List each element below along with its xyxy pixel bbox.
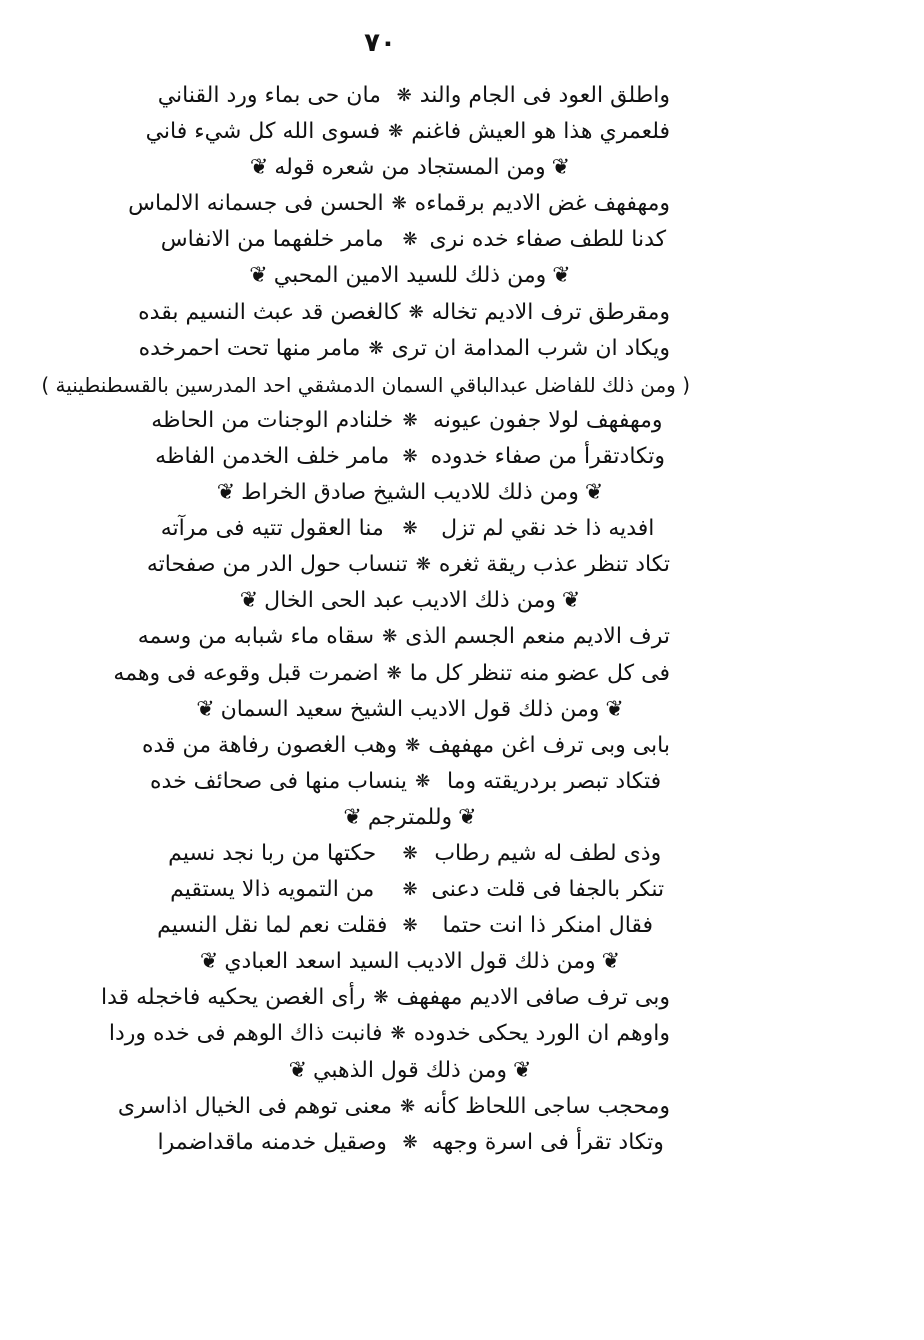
second-hemistich: تنساب حول الدر من صفحاته [146,552,408,578]
section-heading [70,800,690,836]
ornament-icon: ❦ [552,263,571,289]
first-hemistich: ترف الاديم منعم الجسم الذى [405,624,670,650]
heading-text: ومن المستجاد من شعره قوله [274,155,546,181]
ornament-icon: ❦ [605,696,624,722]
poem-body [41,78,690,1161]
verse [146,547,670,583]
verse [137,619,670,655]
ornament-icon: ❦ [239,588,259,614]
section-heading [70,258,690,294]
verse [117,1089,670,1125]
verse-line [70,908,690,944]
section-heading [70,150,690,186]
first-hemistich: فقال امنكر ذا انت حتما [442,913,654,939]
verse [145,114,670,150]
separator-glyph: ❋ [402,409,418,431]
separator-glyph: ❋ [373,987,389,1009]
section-heading [70,692,690,728]
section-heading [70,1053,690,1089]
second-hemistich: مان حى بماء ورد القناني [157,83,381,108]
separator-glyph: ❋ [368,337,384,359]
ornament-icon: ❦ [584,480,604,506]
verse-line [70,547,690,583]
verse-line [70,114,690,150]
ornament-icon: ❦ [512,1057,532,1083]
ornament-icon: ❦ [199,949,219,975]
separator-glyph: ❋ [408,301,424,323]
verse [150,222,670,258]
attribution-heading [41,367,690,403]
first-hemistich: كدنا للطف صفاء خده نرى [429,227,667,253]
verse [150,1125,670,1161]
second-hemistich: فانبت ذاك الوهم فى خده وردا [108,1021,383,1047]
second-hemistich: مامر خلفهما من الانفاس [160,227,384,253]
verse-line [70,764,690,800]
heading-text: ومن ذلك للسيد الامين المحبي [273,263,547,289]
page-number: ٧٠ [364,28,396,58]
first-hemistich: ويكاد ان شرب المدامة ان ترى [391,335,670,361]
first-hemistich: ومهفهف لولا جفون عيونه [433,407,663,433]
verse-line [70,331,690,367]
ornament-icon: ❦ [561,588,581,614]
first-hemistich: وتكادتقرأ من صفاء خدوده [430,443,665,469]
separator-glyph: ❋ [415,770,431,792]
verse-line [70,222,690,258]
second-hemistich: منا العقول تتيه فى مرآته [160,516,384,542]
verse [150,836,670,872]
separator-glyph: ❋ [402,518,418,540]
verse [150,764,670,800]
verse [113,656,670,692]
verse-line [70,728,690,764]
separator-glyph: ❋ [391,193,407,215]
verse [138,331,670,367]
second-hemistich: من التمويه ذالا يستقيم [170,877,375,903]
separator-glyph: ❋ [386,662,402,684]
ornament-icon: ❦ [216,480,236,506]
heading-text: ومن ذلك قول الاديب الشيخ سعيد السمان [220,696,600,722]
verse [150,78,670,114]
second-hemistich: اضمرت قبل وقوعه فى وهمه [113,660,379,686]
heading-text: وللمترجم [367,804,453,830]
second-hemistich: حكتها من ربا نجد نسيم [168,840,377,866]
verse-line [70,1125,690,1161]
second-hemistich: وهب الغصون رفاهة من قده [141,732,398,758]
section-heading [70,583,690,619]
heading-text: ( ومن ذلك للفاضل عبدالباقي السمان الدمشقي احد المدرسين بالقسطنطينية ) [41,372,690,397]
separator-glyph: ❋ [402,229,418,251]
first-hemistich: ومهفهف غض الاديم برقماءه [414,191,670,217]
verse [141,728,670,764]
separator-glyph: ❋ [382,626,398,648]
second-hemistich: وصقيل خدمنه ماقداضمرا [157,1129,387,1155]
ornament-icon: ❦ [249,155,269,181]
verse-line [70,186,690,222]
separator-glyph: ❋ [402,879,418,901]
first-hemistich: واطلق العود فى الجام والند [419,83,670,108]
second-hemistich: مامر خلف الخدمن الفاظه [155,443,390,469]
verse [150,908,670,944]
separator-glyph: ❋ [390,1023,406,1045]
first-hemistich: فتكاد تبصر بردريقته وما [446,768,662,794]
verse [138,295,670,331]
verse [128,186,670,222]
verse [150,439,670,475]
first-hemistich: فلعمري هذا هو العيش فاغنم [411,119,670,145]
separator-glyph: ❋ [402,1131,418,1153]
verse-line [70,980,690,1016]
verse-line [70,836,690,872]
first-hemistich: وبى ترف صافى الاديم مهفهف [396,985,670,1011]
second-hemistich: معنى توهم فى الخيال اذاسرى [117,1093,392,1119]
verse [150,511,670,547]
verse-line [70,656,690,692]
verse [100,980,670,1016]
verse [150,872,670,908]
first-hemistich: وذى لطف له شيم رطاب [434,840,662,866]
verse-line [70,439,690,475]
separator-glyph: ❋ [402,915,418,937]
second-hemistich: خلنادم الوجنات من الحاظه [151,407,394,433]
second-hemistich: مامر منها تحت احمرخده [138,335,361,361]
verse-line [70,295,690,331]
verse-line [70,78,690,114]
ornament-icon: ❦ [601,949,621,975]
second-hemistich: سقاه ماء شبابه من وسمه [137,624,375,650]
separator-glyph: ❋ [415,554,431,576]
verse [150,403,670,439]
second-hemistich: الحسن فى جسمانه الالماس [128,191,384,217]
ornament-icon: ❦ [196,696,215,722]
separator-glyph: ❋ [402,445,418,467]
second-hemistich: كالغصن قد عبث النسيم بقده [138,299,401,325]
heading-text: ومن ذلك قول الذهبي [313,1057,507,1083]
verse-line [70,872,690,908]
heading-text: ومن ذلك قول الاديب السيد اسعد العبادي [224,949,596,975]
first-hemistich: تنكر بالجفا فى قلت دعنى [431,877,665,903]
first-hemistich: بابى وبى ترف اغن مهفهف [428,732,670,758]
first-hemistich: فى كل عضو منه تنظر كل ما [409,660,670,686]
verse-line [70,403,690,439]
first-hemistich: وتكاد تقرأ فى اسرة وجهه [431,1129,664,1155]
second-hemistich: ينساب منها فى صحائف خده [150,768,408,794]
ornament-icon: ❦ [458,804,477,830]
verse-line [70,1016,690,1052]
ornament-icon: ❦ [551,155,571,181]
ornament-icon: ❦ [249,263,268,289]
separator-glyph: ❋ [388,121,404,143]
second-hemistich: فسوى الله كل شيء فاني [145,119,381,145]
heading-text: ومن ذلك للاديب الشيخ صادق الخراط [241,480,579,506]
second-hemistich: رأى الغصن يحكيه فاخجله قدا [100,985,366,1011]
first-hemistich: افديه ذا خد نقي لم تزل [441,516,655,542]
separator-glyph: ❋ [402,842,418,864]
second-hemistich: فقلت نعم لما نقل النسيم [157,913,388,939]
first-hemistich: تكاد تنظر عذب ريقة ثغره [438,552,670,578]
section-heading [70,475,690,511]
verse-line [70,1089,690,1125]
separator-glyph: ❋ [396,85,412,106]
verse [108,1016,670,1052]
verse-line [70,619,690,655]
separator-glyph: ❋ [399,1095,416,1117]
ornament-icon: ❦ [288,1057,307,1083]
ornament-icon: ❦ [343,804,362,830]
separator-glyph: ❋ [405,734,421,756]
first-hemistich: ومقرطق ترف الاديم تخاله [431,299,670,325]
verse-line [70,511,690,547]
heading-text: ومن ذلك الاديب عبد الحى الخال [264,588,556,614]
first-hemistich: واوهم ان الورد يحكى خدوده [413,1021,670,1047]
first-hemistich: ومحجب ساجى اللحاظ كأنه [423,1093,670,1119]
section-heading [70,944,690,980]
